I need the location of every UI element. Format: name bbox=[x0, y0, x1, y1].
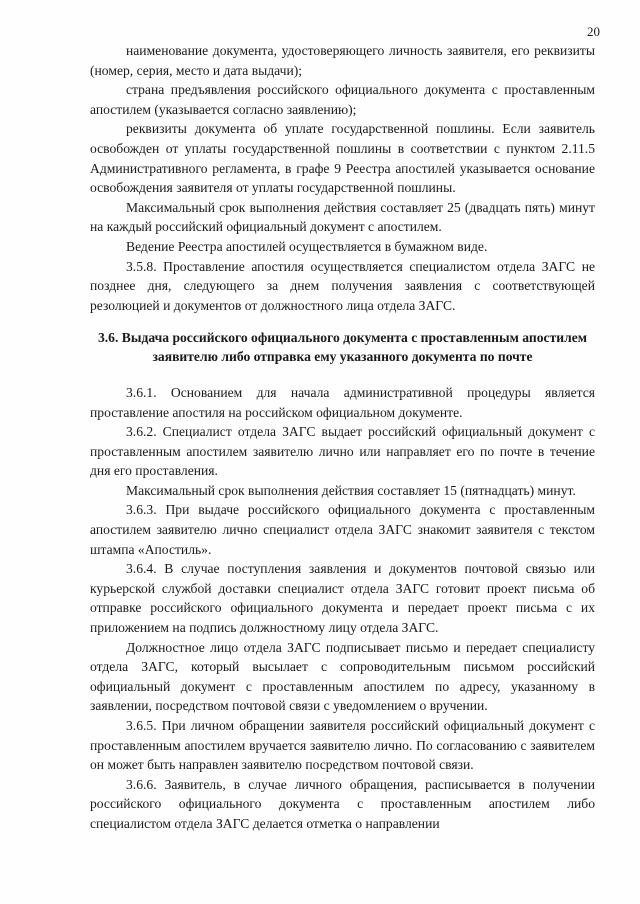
paragraph: 3.6.3. При выдаче российского официального документа с проставленным апостилем заявителю лично специалист отдела ЗАГС знакомит заявителя с текстом штампа «Апостиль». bbox=[90, 502, 595, 557]
page-body bbox=[90, 41, 595, 834]
paragraph: страна предъявления российского официального документа с проставленным апостилем (указывается согласно заявлению); bbox=[90, 82, 595, 117]
paragraph: 3.6.1. Основанием для начала административной процедуры является проставление апостиля на российском официальном документе. bbox=[90, 384, 595, 420]
paragraph: 3.6.5. При личном обращении заявителя российский официальный документ с проставленным апостилем вручается заявителю лично. По согласованию с заявителем он может быть направлен заявителю посредством почтовой связи. bbox=[90, 718, 595, 773]
paragraph: 3.6.4. В случае поступления заявления и документов почтовой связью или курьерской службой доставки специалист отдела ЗАГС готовит проект письма об отправке российского официального документа и передает проект письма с их приложением на подпись должностному лицу отдела ЗАГС. bbox=[90, 561, 595, 636]
section-heading: 3.6. Выдача российского официального документа с проставленным апостилем заявителю либо отправка ему указанного документа по почте bbox=[97, 330, 587, 365]
paragraph: Максимальный срок выполнения действия составляет 15 (пятнадцать) минут. bbox=[126, 482, 576, 498]
paragraph: Ведение Реестра апостилей осуществляется в бумажном виде. bbox=[126, 238, 488, 254]
paragraph: 3.5.8. Проставление апостиля осуществляется специалистом отдела ЗАГС не позднее дня, следующего за днем получения заявления с соответствующей резолюцией и документов от должностного лица отдела ЗАГС. bbox=[90, 258, 595, 313]
paragraph: 3.6.6. Заявитель, в случае личного обращения, расписывается в получении российского официального документа с проставленным апостилем либо специалистом отдела ЗАГС делается отметка о направлении bbox=[90, 776, 595, 831]
page-number: 20 bbox=[587, 24, 600, 39]
paragraph: Должностное лицо отдела ЗАГС подписывает письмо и передает специалисту отдела ЗАГС, который высылает с сопроводительным письмом российский официальный документ с проставленным апостилем по адресу, указанному в заявлении, посредством почтовой связи с уведомлением о вручении. bbox=[90, 639, 595, 714]
paragraph: наименование документа, удостоверяющего личность заявителя, его реквизиты (номер, серия, место и дата выдачи); bbox=[90, 43, 595, 78]
paragraph: Максимальный срок выполнения действия составляет 25 (двадцать пять) минут на каждый российский официальный документ с апостилем. bbox=[90, 199, 595, 235]
paragraph: реквизиты документа об уплате государственной пошлины. Если заявитель освобожден от уплаты государственной пошлины в соответствии с пунктом 2.11.5 Административного регламента, в графе 9 Реестра апостилей указывается основание освобождения заявителя от уплаты государственной пошлины. bbox=[90, 121, 595, 196]
paragraph: 3.6.2. Специалист отдела ЗАГС выдает российский официальный документ с проставленным апостилем заявителю лично или направляет его по почте в течение дня его проставления. bbox=[90, 424, 595, 479]
